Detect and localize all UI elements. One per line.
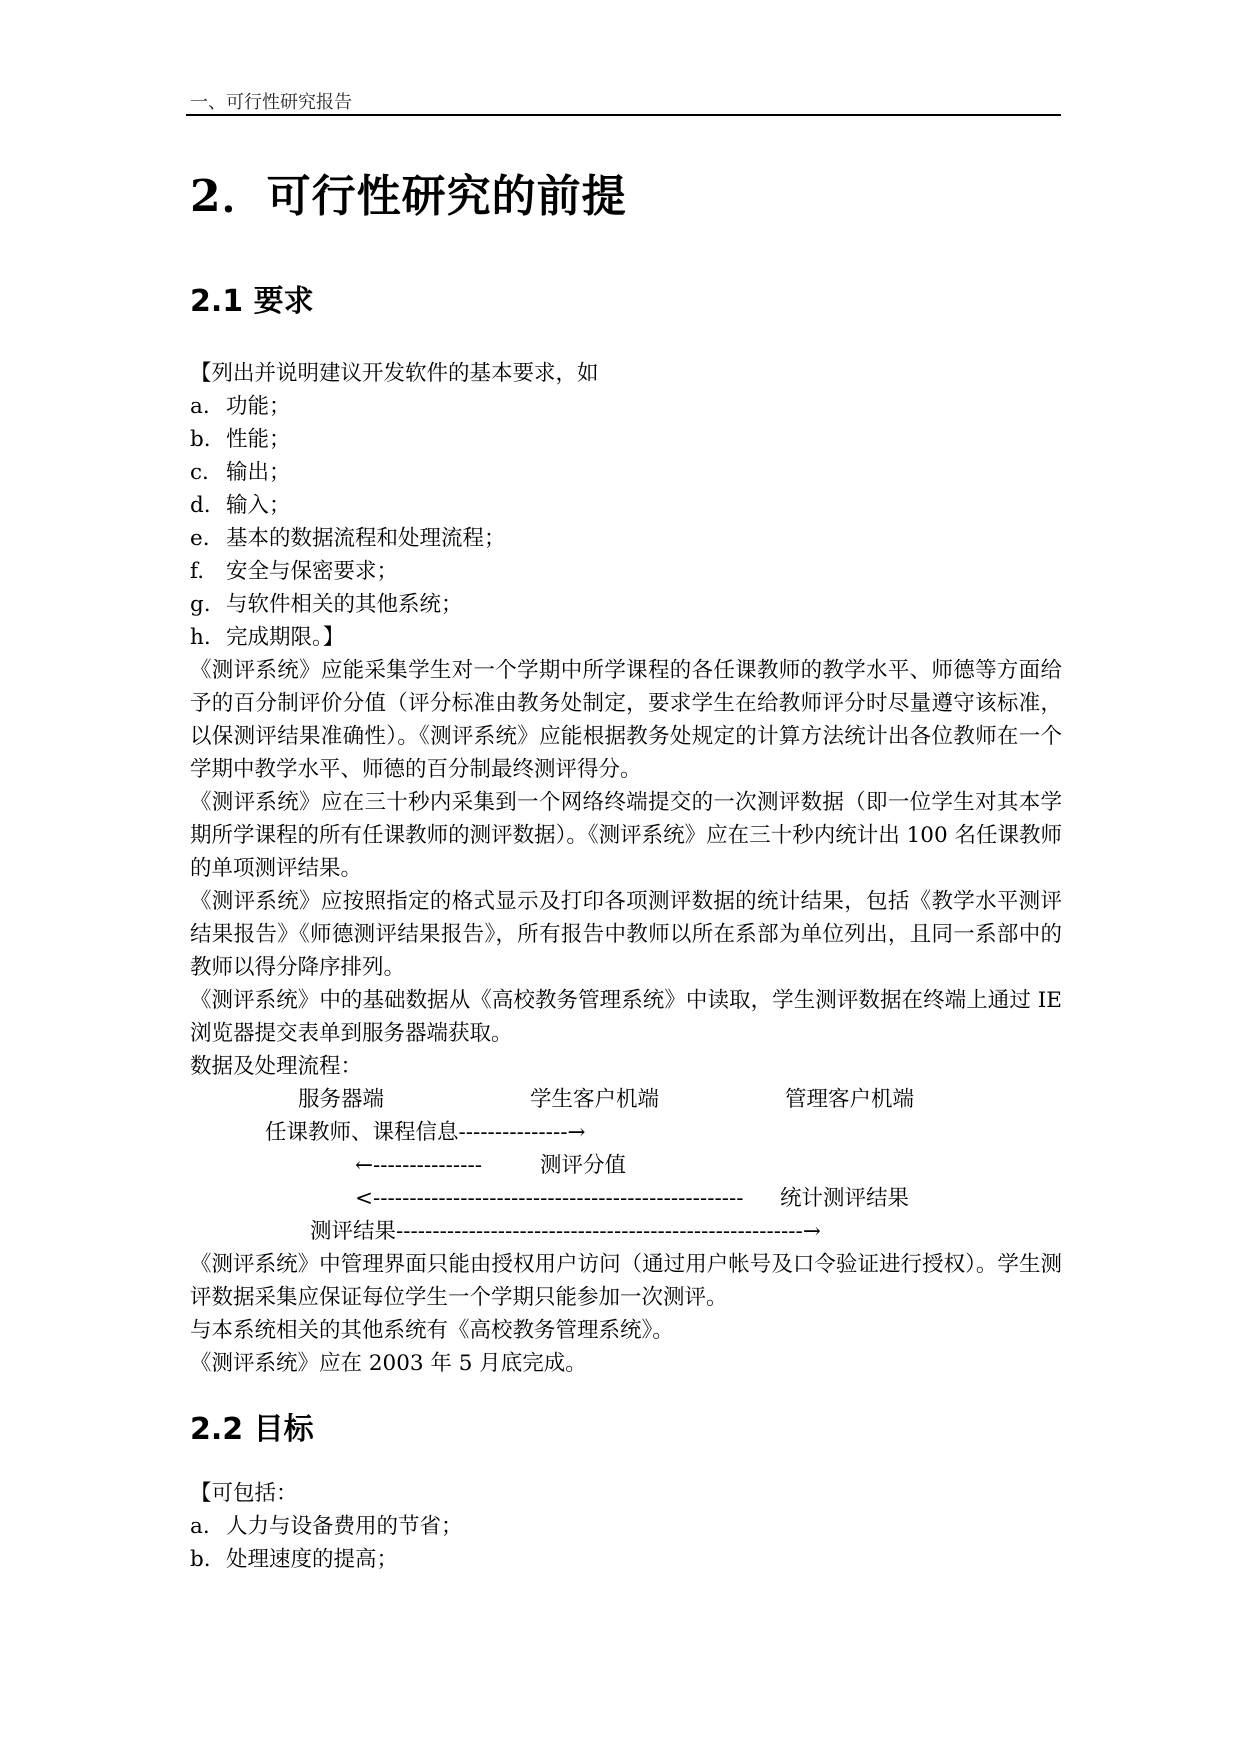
list-text: 功能； — [226, 394, 291, 419]
diagram-student-client-label: 学生客户机端 — [530, 1087, 660, 1112]
list-item — [190, 621, 1062, 654]
diagram-scores-label: 测评分值 — [540, 1153, 627, 1178]
chapter-heading: 2．可行性研究的前提 — [190, 171, 627, 222]
diagram-arrow-results: 测评结果--------------------------------------------------------→ — [310, 1219, 821, 1244]
section-heading-2-1: 2.1 要求 — [190, 284, 314, 319]
list-item — [190, 522, 1062, 555]
goals-section — [190, 1477, 1062, 1576]
list-item — [190, 1510, 1062, 1543]
list-text: 性能； — [226, 427, 291, 452]
goals-intro: 【可包括： — [190, 1481, 298, 1506]
list-item — [190, 456, 1062, 489]
list-item — [190, 489, 1062, 522]
diagram-server-label: 服务器端 — [298, 1087, 385, 1112]
diagram-arrow-scores: ←--------------- — [355, 1153, 482, 1178]
list-marker: b. — [190, 427, 211, 452]
list-item — [190, 423, 1062, 456]
list-marker: g. — [190, 592, 211, 617]
requirements-section — [190, 357, 1062, 1380]
list-text: 与软件相关的其他系统； — [226, 592, 463, 617]
section-heading-2-2: 2.2 目标 — [190, 1412, 314, 1447]
running-header: 一、可行性研究报告 — [190, 92, 352, 113]
list-marker: e. — [190, 526, 210, 551]
paragraph: 《测评系统》应能采集学生对一个学期中所学课程的各任课教师的教学水平、师德等方面给予的百分制评价分值（评分标准由教务处制定，要求学生在给教师评分时尽量遵守该标准，以保测评结果准确性）。《测评系统》应能根据教务处规定的计算方法统计出各位教师在一个学期中教学水平、师德的百分制最终测评得分。 — [190, 658, 1062, 782]
list-text: 完成期限。】 — [226, 625, 345, 650]
header-rule — [186, 114, 1061, 116]
list-marker: c. — [190, 460, 209, 485]
list-text: 人力与设备费用的节省； — [226, 1514, 463, 1539]
diagram-arrow-stats: <--------------------------------------------------- — [355, 1186, 744, 1211]
diagram-arrow-teacher-info: 任课教师、课程信息---------------→ — [265, 1120, 586, 1145]
list-marker: d. — [190, 493, 211, 518]
list-marker: f. — [190, 559, 205, 584]
diagram-stats-label: 统计测评结果 — [780, 1186, 910, 1211]
flow-label: 数据及处理流程： — [190, 1054, 363, 1079]
list-text: 处理速度的提高； — [226, 1547, 399, 1572]
paragraph: 《测评系统》应在 2003 年 5 月底完成。 — [190, 1351, 587, 1376]
list-marker: a. — [190, 394, 210, 419]
paragraph: 与本系统相关的其他系统有《高校教务管理系统》。 — [190, 1318, 674, 1343]
list-text: 输出； — [226, 460, 291, 485]
list-item — [190, 555, 1062, 588]
paragraph: 《测评系统》中管理界面只能由授权用户访问（通过用户帐号及口令验证进行授权）。学生测评数据采集应保证每位学生一个学期只能参加一次测评。 — [190, 1252, 1062, 1310]
paragraph: 《测评系统》中的基础数据从《高校教务管理系统》中读取，学生测评数据在终端上通过 IE 浏览器提交表单到服务器端获取。 — [190, 988, 1062, 1046]
list-marker: h. — [190, 625, 211, 650]
list-marker: b. — [190, 1547, 211, 1572]
diagram-admin-client-label: 管理客户机端 — [785, 1087, 915, 1112]
data-flow-diagram — [190, 1083, 1062, 1248]
list-text: 基本的数据流程和处理流程； — [226, 526, 506, 551]
list-text: 安全与保密要求； — [226, 559, 399, 584]
requirements-intro: 【列出并说明建议开发软件的基本要求，如 — [190, 361, 599, 386]
list-item — [190, 1543, 1062, 1576]
list-text: 输入； — [226, 493, 291, 518]
list-marker: a. — [190, 1514, 210, 1539]
paragraph: 《测评系统》应在三十秒内采集到一个网络终端提交的一次测评数据（即一位学生对其本学期所学课程的所有任课教师的测评数据）。《测评系统》应在三十秒内统计出 100 名任课教师的单项测评结果。 — [190, 790, 1062, 881]
list-item — [190, 588, 1062, 621]
paragraph: 《测评系统》应按照指定的格式显示及打印各项测评数据的统计结果，包括《教学水平测评结果报告》《师德测评结果报告》，所有报告中教师以所在系部为单位列出，且同一系部中的教师以得分降序排列。 — [190, 889, 1062, 980]
list-item — [190, 390, 1062, 423]
